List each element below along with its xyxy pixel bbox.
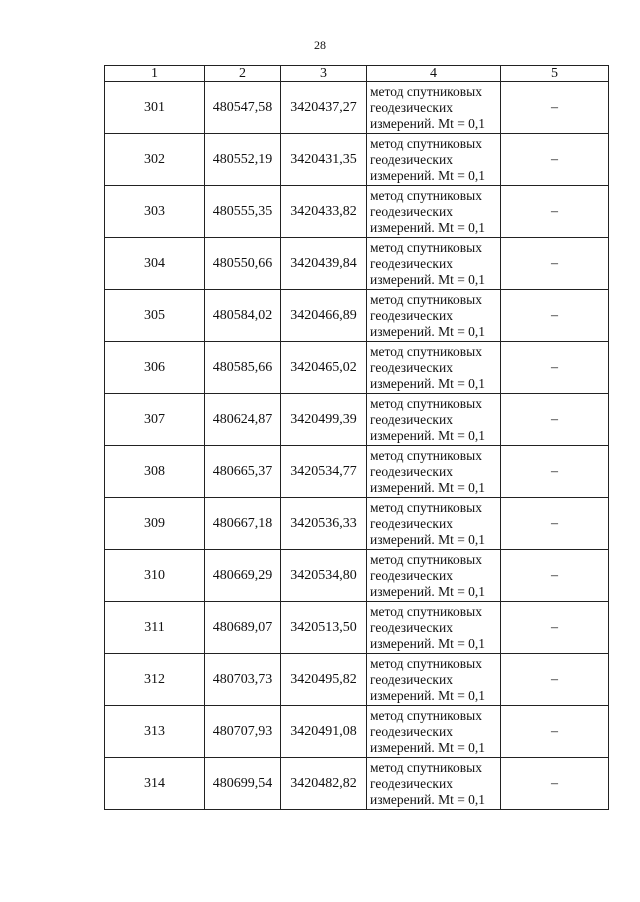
y-coordinate-cell: 3420482,82 <box>281 758 367 810</box>
y-coordinate-cell: 3420437,27 <box>281 82 367 134</box>
point-number-cell: 306 <box>105 342 205 394</box>
header-col-2: 2 <box>205 66 281 82</box>
x-coordinate-cell: 480707,93 <box>205 706 281 758</box>
point-number-cell: 305 <box>105 290 205 342</box>
header-col-5: 5 <box>501 66 609 82</box>
header-col-3: 3 <box>281 66 367 82</box>
note-cell: – <box>501 290 609 342</box>
point-number-cell: 307 <box>105 394 205 446</box>
note-cell: – <box>501 550 609 602</box>
x-coordinate-cell: 480703,73 <box>205 654 281 706</box>
method-cell: метод спутниковых геодезических измерений. Mt = 0,1 <box>367 82 501 134</box>
note-cell: – <box>501 706 609 758</box>
note-cell: – <box>501 758 609 810</box>
table-row <box>105 238 609 290</box>
x-coordinate-cell: 480547,58 <box>205 82 281 134</box>
note-cell: – <box>501 238 609 290</box>
y-coordinate-cell: 3420495,82 <box>281 654 367 706</box>
note-cell: – <box>501 446 609 498</box>
y-coordinate-cell: 3420431,35 <box>281 134 367 186</box>
y-coordinate-cell: 3420499,39 <box>281 394 367 446</box>
point-number-cell: 301 <box>105 82 205 134</box>
table-row <box>105 290 609 342</box>
header-col-4: 4 <box>367 66 501 82</box>
method-cell: метод спутниковых геодезических измерений. Mt = 0,1 <box>367 446 501 498</box>
table-row <box>105 550 609 602</box>
table-row <box>105 498 609 550</box>
x-coordinate-cell: 480585,66 <box>205 342 281 394</box>
method-cell: метод спутниковых геодезических измерений. Mt = 0,1 <box>367 290 501 342</box>
table-row <box>105 654 609 706</box>
method-cell: метод спутниковых геодезических измерений. Mt = 0,1 <box>367 602 501 654</box>
method-cell: метод спутниковых геодезических измерений. Mt = 0,1 <box>367 238 501 290</box>
page-number: 28 <box>314 38 326 52</box>
table-row <box>105 394 609 446</box>
table-row <box>105 602 609 654</box>
note-cell: – <box>501 134 609 186</box>
point-number-cell: 309 <box>105 498 205 550</box>
table-row <box>105 446 609 498</box>
point-number-cell: 314 <box>105 758 205 810</box>
x-coordinate-cell: 480552,19 <box>205 134 281 186</box>
table-row <box>105 82 609 134</box>
point-number-cell: 308 <box>105 446 205 498</box>
y-coordinate-cell: 3420534,80 <box>281 550 367 602</box>
note-cell: – <box>501 654 609 706</box>
y-coordinate-cell: 3420536,33 <box>281 498 367 550</box>
x-coordinate-cell: 480667,18 <box>205 498 281 550</box>
table-row <box>105 186 609 238</box>
table-row <box>105 134 609 186</box>
y-coordinate-cell: 3420465,02 <box>281 342 367 394</box>
y-coordinate-cell: 3420513,50 <box>281 602 367 654</box>
note-cell: – <box>501 186 609 238</box>
y-coordinate-cell: 3420534,77 <box>281 446 367 498</box>
note-cell: – <box>501 82 609 134</box>
note-cell: – <box>501 498 609 550</box>
note-cell: – <box>501 602 609 654</box>
point-number-cell: 302 <box>105 134 205 186</box>
point-number-cell: 313 <box>105 706 205 758</box>
note-cell: – <box>501 394 609 446</box>
point-number-cell: 303 <box>105 186 205 238</box>
x-coordinate-cell: 480665,37 <box>205 446 281 498</box>
table-body <box>105 82 609 810</box>
point-number-cell: 312 <box>105 654 205 706</box>
coordinates-table <box>104 65 609 810</box>
x-coordinate-cell: 480624,87 <box>205 394 281 446</box>
method-cell: метод спутниковых геодезических измерений. Mt = 0,1 <box>367 758 501 810</box>
note-cell: – <box>501 342 609 394</box>
method-cell: метод спутниковых геодезических измерений. Mt = 0,1 <box>367 654 501 706</box>
table-row <box>105 758 609 810</box>
table-row <box>105 342 609 394</box>
method-cell: метод спутниковых геодезических измерений. Mt = 0,1 <box>367 498 501 550</box>
y-coordinate-cell: 3420466,89 <box>281 290 367 342</box>
point-number-cell: 311 <box>105 602 205 654</box>
table-header-row <box>105 66 609 82</box>
header-col-1: 1 <box>105 66 205 82</box>
x-coordinate-cell: 480669,29 <box>205 550 281 602</box>
y-coordinate-cell: 3420491,08 <box>281 706 367 758</box>
method-cell: метод спутниковых геодезических измерений. Mt = 0,1 <box>367 186 501 238</box>
method-cell: метод спутниковых геодезических измерений. Mt = 0,1 <box>367 342 501 394</box>
y-coordinate-cell: 3420433,82 <box>281 186 367 238</box>
table-row <box>105 706 609 758</box>
y-coordinate-cell: 3420439,84 <box>281 238 367 290</box>
x-coordinate-cell: 480550,66 <box>205 238 281 290</box>
method-cell: метод спутниковых геодезических измерений. Mt = 0,1 <box>367 394 501 446</box>
x-coordinate-cell: 480699,54 <box>205 758 281 810</box>
x-coordinate-cell: 480584,02 <box>205 290 281 342</box>
method-cell: метод спутниковых геодезических измерений. Mt = 0,1 <box>367 550 501 602</box>
x-coordinate-cell: 480555,35 <box>205 186 281 238</box>
x-coordinate-cell: 480689,07 <box>205 602 281 654</box>
point-number-cell: 310 <box>105 550 205 602</box>
point-number-cell: 304 <box>105 238 205 290</box>
method-cell: метод спутниковых геодезических измерений. Mt = 0,1 <box>367 134 501 186</box>
method-cell: метод спутниковых геодезических измерений. Mt = 0,1 <box>367 706 501 758</box>
